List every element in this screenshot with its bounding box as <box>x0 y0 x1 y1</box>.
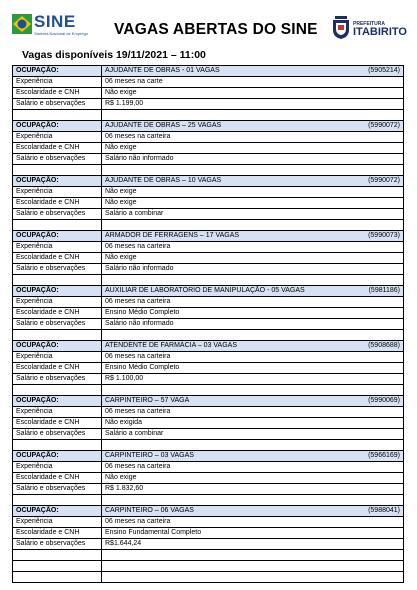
empty-cell <box>13 330 102 341</box>
education-label: Escolaridade e CNH <box>13 363 102 374</box>
city-crest-icon <box>332 16 350 40</box>
experience-row <box>13 77 404 88</box>
education-label: Escolaridade e CNH <box>13 198 102 209</box>
salary-value: Salário a combinar <box>102 429 404 440</box>
salary-row <box>13 484 404 495</box>
salary-row <box>13 319 404 330</box>
empty-cell <box>102 495 404 506</box>
salary-label: Salário e observações <box>13 374 102 385</box>
salary-value: R$ 1.832,60 <box>102 484 404 495</box>
job-code: (5990072) <box>368 177 400 184</box>
salary-label: Salário e observações <box>13 154 102 165</box>
job-code: (5988041) <box>368 507 400 514</box>
job-code: (5990073) <box>368 232 400 239</box>
education-label: Escolaridade e CNH <box>13 418 102 429</box>
experience-label: Experiência <box>13 462 102 473</box>
document-subtitle: Vagas disponíveis 19/11/2021 – 11:00 <box>22 49 206 61</box>
occupation-row <box>13 341 404 352</box>
occupation-label: OCUPAÇÃO: <box>13 231 102 242</box>
occupation-row <box>13 396 404 407</box>
education-label: Escolaridade e CNH <box>13 528 102 539</box>
salary-label: Salário e observações <box>13 319 102 330</box>
occupation-row <box>13 506 404 517</box>
occupation-label: OCUPAÇÃO: <box>13 451 102 462</box>
empty-row <box>13 275 404 286</box>
salary-label: Salário e observações <box>13 539 102 550</box>
education-row <box>13 473 404 484</box>
empty-row <box>13 440 404 451</box>
prefeitura-logo <box>332 16 412 42</box>
salary-value: R$ 1.100,00 <box>102 374 404 385</box>
empty-cell <box>102 385 404 396</box>
sine-logo-text: SINE <box>34 12 76 31</box>
job-code: (5966169) <box>368 452 400 459</box>
education-row <box>13 528 404 539</box>
job-title: AJUDANTE DE OBRAS – 10 VAGAS <box>105 177 222 184</box>
occupation-label: OCUPAÇÃO: <box>13 506 102 517</box>
experience-label: Experiência <box>13 242 102 253</box>
experience-row <box>13 242 404 253</box>
occupation-cell <box>102 451 404 462</box>
education-label: Escolaridade e CNH <box>13 308 102 319</box>
jobs-table-body <box>13 66 404 583</box>
job-code: (5990069) <box>368 397 400 404</box>
education-value: Não exige <box>102 473 404 484</box>
empty-row <box>13 110 404 121</box>
empty-cell <box>13 572 102 583</box>
experience-row <box>13 352 404 363</box>
occupation-cell <box>102 66 404 77</box>
sine-logo-subtitle: Sistema Nacional de Emprego <box>34 31 89 36</box>
empty-cell <box>102 440 404 451</box>
occupation-row <box>13 451 404 462</box>
salary-row <box>13 209 404 220</box>
job-code: (5908688) <box>368 342 400 349</box>
education-value: Ensino Fundamental Completo <box>102 528 404 539</box>
education-label: Escolaridade e CNH <box>13 253 102 264</box>
occupation-row <box>13 66 404 77</box>
education-value: Não exige <box>102 198 404 209</box>
empty-cell <box>13 220 102 231</box>
empty-cell <box>13 495 102 506</box>
occupation-cell <box>102 506 404 517</box>
education-label: Escolaridade e CNH <box>13 88 102 99</box>
job-code: (5981186) <box>368 287 400 294</box>
education-label: Escolaridade e CNH <box>13 473 102 484</box>
page-title: VAGAS ABERTAS DO SINE <box>114 21 318 38</box>
salary-value: Salário não informado <box>102 154 404 165</box>
empty-cell <box>102 330 404 341</box>
job-title: ARMADOR DE FERRAGENS – 17 VAGAS <box>105 232 240 239</box>
experience-value: 06 meses na carteira <box>102 352 404 363</box>
empty-cell <box>102 572 404 583</box>
experience-value: 06 meses na carteira <box>102 242 404 253</box>
education-value: Ensino Médio Completo <box>102 308 404 319</box>
education-row <box>13 253 404 264</box>
occupation-cell <box>102 176 404 187</box>
empty-row <box>13 561 404 572</box>
empty-cell <box>102 110 404 121</box>
document-header <box>0 0 417 48</box>
education-value: Não exigida <box>102 418 404 429</box>
empty-cell <box>102 275 404 286</box>
empty-cell <box>13 275 102 286</box>
education-row <box>13 143 404 154</box>
job-title: ATENDENTE DE FARMÁCIA – 03 VAGAS <box>105 342 237 349</box>
occupation-row <box>13 231 404 242</box>
occupation-row <box>13 286 404 297</box>
salary-label: Salário e observações <box>13 209 102 220</box>
experience-row <box>13 132 404 143</box>
brazil-flag-icon <box>12 14 32 34</box>
city-name: ITABIRITO <box>353 26 407 38</box>
occupation-cell <box>102 286 404 297</box>
occupation-cell <box>102 231 404 242</box>
occupation-cell <box>102 396 404 407</box>
experience-label: Experiência <box>13 407 102 418</box>
education-row <box>13 88 404 99</box>
experience-label: Experiência <box>13 132 102 143</box>
experience-label: Experiência <box>13 297 102 308</box>
occupation-label: OCUPAÇÃO: <box>13 396 102 407</box>
empty-cell <box>102 220 404 231</box>
experience-row <box>13 297 404 308</box>
empty-cell <box>13 440 102 451</box>
empty-row <box>13 572 404 583</box>
job-code: (5990072) <box>368 122 400 129</box>
empty-cell <box>102 165 404 176</box>
education-value: Não exige <box>102 253 404 264</box>
salary-row <box>13 539 404 550</box>
experience-label: Experiência <box>13 77 102 88</box>
experience-row <box>13 517 404 528</box>
experience-label: Experiência <box>13 187 102 198</box>
education-label: Escolaridade e CNH <box>13 143 102 154</box>
salary-row <box>13 154 404 165</box>
jobs-table <box>12 65 404 583</box>
experience-value: 06 meses na carte <box>102 77 404 88</box>
experience-value: 06 meses na carteira <box>102 462 404 473</box>
empty-cell <box>13 110 102 121</box>
empty-row <box>13 330 404 341</box>
experience-value: 06 meses na carteira <box>102 517 404 528</box>
job-title: AJUDANTE DE OBRAS – 25 VAGAS <box>105 122 222 129</box>
empty-cell <box>13 550 102 561</box>
salary-value: R$ 1.199,00 <box>102 99 404 110</box>
occupation-cell <box>102 121 404 132</box>
occupation-row <box>13 121 404 132</box>
salary-row <box>13 429 404 440</box>
salary-value: Salário não informado <box>102 264 404 275</box>
salary-value: R$1.644,24 <box>102 539 404 550</box>
empty-row <box>13 165 404 176</box>
experience-value: 06 meses na carteira <box>102 407 404 418</box>
prefeitura-label: PREFEITURA <box>353 21 385 27</box>
education-row <box>13 418 404 429</box>
occupation-label: OCUPAÇÃO: <box>13 341 102 352</box>
empty-row <box>13 550 404 561</box>
salary-value: Salário não informado <box>102 319 404 330</box>
experience-label: Experiência <box>13 352 102 363</box>
salary-label: Salário e observações <box>13 99 102 110</box>
occupation-label: OCUPAÇÃO: <box>13 121 102 132</box>
occupation-cell <box>102 341 404 352</box>
salary-value: Salário a combinar <box>102 209 404 220</box>
job-title: AUXILIAR DE LABORATÓRIO DE MANIPULAÇÃO - 05 VAGAS <box>105 287 305 294</box>
empty-row <box>13 495 404 506</box>
empty-row <box>13 385 404 396</box>
salary-row <box>13 374 404 385</box>
salary-label: Salário e observações <box>13 264 102 275</box>
education-value: Não exige <box>102 88 404 99</box>
experience-label: Experiência <box>13 517 102 528</box>
salary-row <box>13 264 404 275</box>
job-title: CARPINTEIRO – 57 VAGA <box>105 397 190 404</box>
empty-row <box>13 220 404 231</box>
education-value: Ensino Médio Completo <box>102 363 404 374</box>
job-title: CARPINTEIRO – 06 VAGAS <box>105 507 194 514</box>
sine-logo <box>12 12 89 42</box>
occupation-row <box>13 176 404 187</box>
occupation-label: OCUPAÇÃO: <box>13 66 102 77</box>
empty-cell <box>13 561 102 572</box>
education-value: Não exige <box>102 143 404 154</box>
experience-row <box>13 187 404 198</box>
education-row <box>13 363 404 374</box>
empty-cell <box>13 165 102 176</box>
empty-cell <box>102 550 404 561</box>
experience-row <box>13 407 404 418</box>
salary-label: Salário e observações <box>13 484 102 495</box>
experience-value: 06 meses na carteira <box>102 297 404 308</box>
job-title: CARPINTEIRO – 03 VAGAS <box>105 452 194 459</box>
job-title: AJUDANTE DE OBRAS - 01 VAGAS <box>105 67 220 74</box>
empty-cell <box>13 385 102 396</box>
occupation-label: OCUPAÇÃO: <box>13 176 102 187</box>
empty-cell <box>102 561 404 572</box>
experience-value: Não exige <box>102 187 404 198</box>
job-code: (5905214) <box>368 67 400 74</box>
education-row <box>13 308 404 319</box>
experience-value: 06 meses na carteira <box>102 132 404 143</box>
education-row <box>13 198 404 209</box>
salary-row <box>13 99 404 110</box>
salary-label: Salário e observações <box>13 429 102 440</box>
occupation-label: OCUPAÇÃO: <box>13 286 102 297</box>
experience-row <box>13 462 404 473</box>
